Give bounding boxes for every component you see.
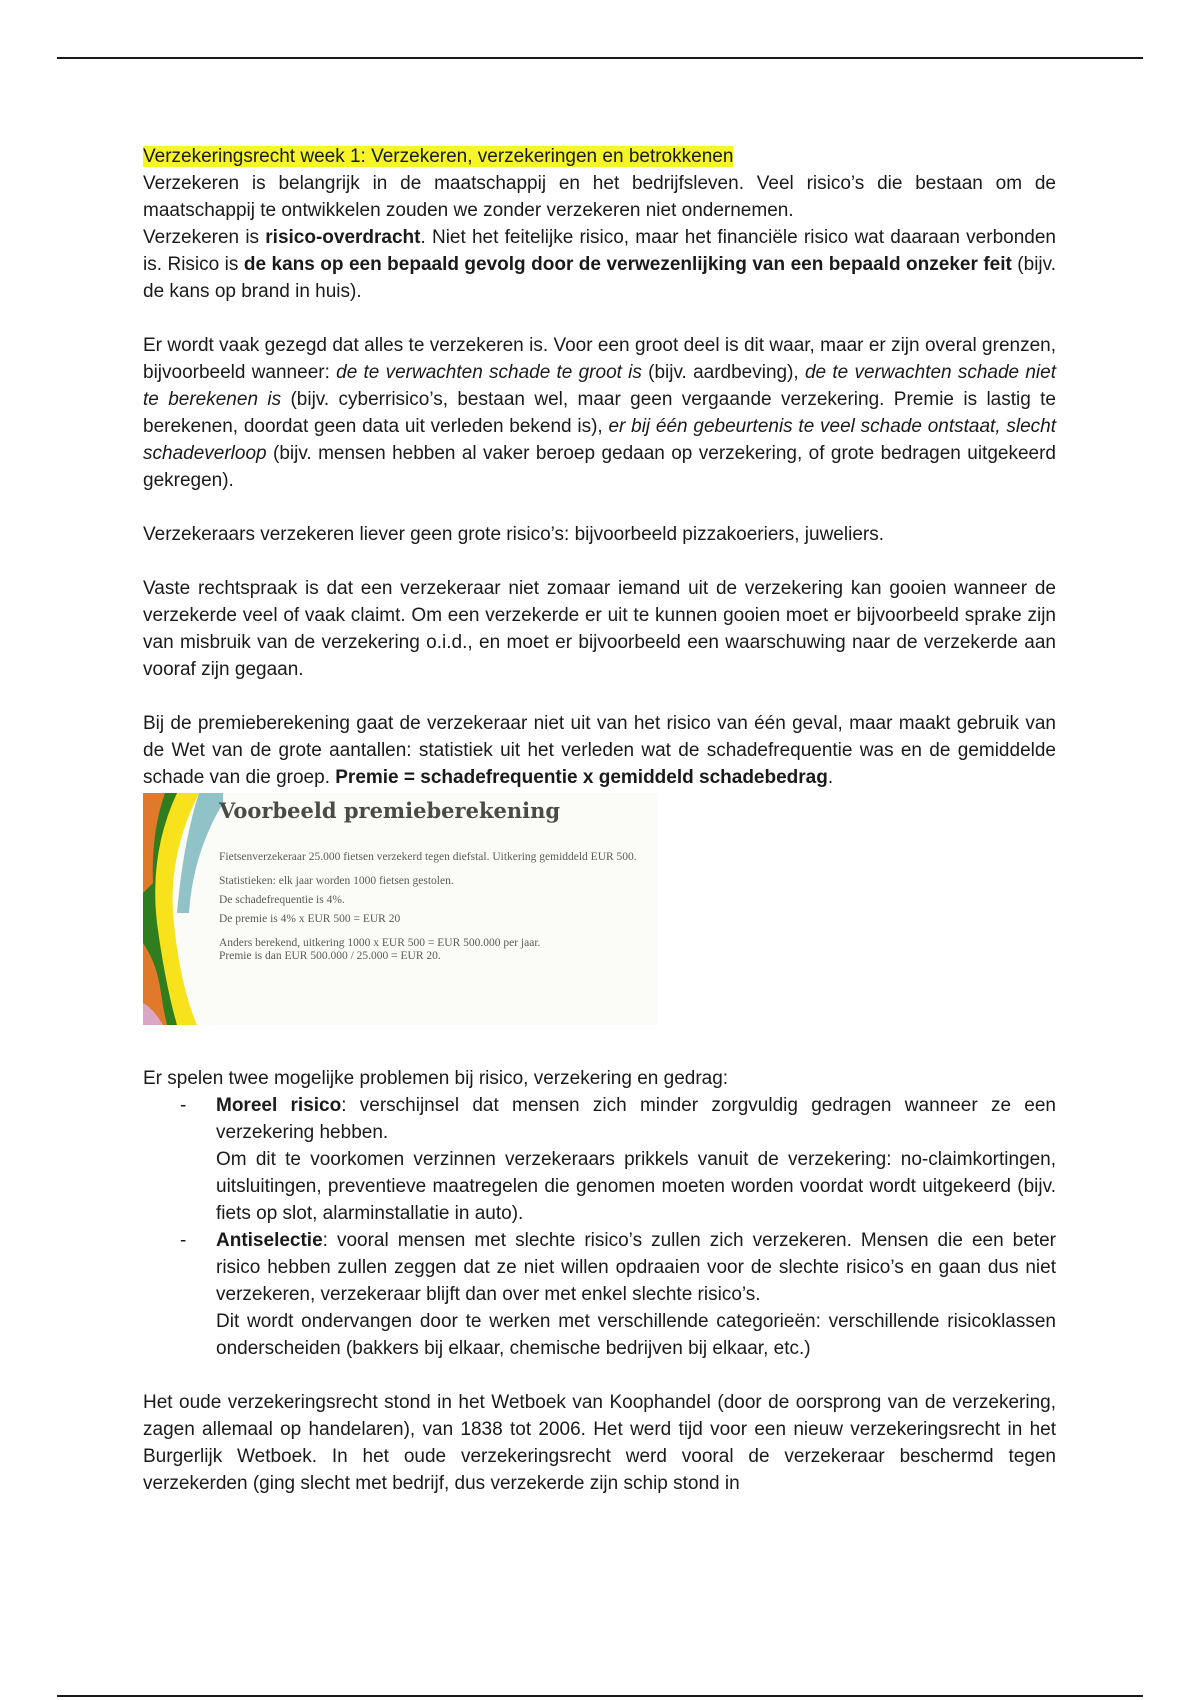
problems-list [143,1092,1056,1362]
list-item: - Antiselectie: vooral mensen met slechte risico’s zullen zich verzekeren. Mensen die een beter risico hebben zullen zeggen dat ze niet willen opdraaien voor de slechte risico’s en gaan dus niet verzekeren, verzekeraar blijft dan over met enkel slechte risico’s. Dit wordt ondervangen door te werken met verschillende categorieën: verschillende risicoklassen onderscheiden (bakkers bij elkaar, chemische bedrijven bij elkaar, etc.) [216,1227,1056,1362]
list-item: - Moreel risico: verschijnsel dat mensen zich minder zorgvuldig gedragen wanneer ze een verzekering hebben. Om dit te voorkomen verzinnen verzekeraars prikkels vanuit de verzekering: no-claimkortingen, uitsluitingen, preventieve maatregelen die genomen moeten worden voordat wordt uitgekeerd (bijv. fiets op slot, alarminstallatie in auto). [216,1092,1056,1227]
term-antiselectie: Antiselectie [216,1230,323,1251]
paragraph-limits: Er wordt vaak gezegd dat alles te verzekeren is. Voor een groot deel is dit waar, maar er zijn overal grenzen, bijvoorbeeld wanneer: de te verwachten schade te groot is (bijv. aardbeving), de te verwachten schade niet te berekenen is (bijv. cyberrisico’s, bestaan wel, maar geen vergaande verzekering. Premie is lastig te berekenen, doordat geen data uit verleden bekend is), er bij één gebeurtenis te veel schade ontstaat, slecht schadeverloop (bijv. mensen hebben al vaker beroep gedaan op verzekering, of grote bedragen uitgekeerd gekregen). [143,335,1057,491]
example-slide-image [143,793,658,1025]
slide-line: Anders berekend, uitkering 1000 x EUR 500 = EUR 500.000 per jaar. [219,937,541,949]
document-title [143,143,1056,170]
definition-risico: de kans op een bepaald gevolg door de verwezenlijking van een bepaald onzeker feit [243,254,1012,275]
slide-line: De premie is 4% x EUR 500 = EUR 20 [219,913,401,925]
paragraph-history: Het oude verzekeringsrecht stond in het Wetboek van Koophandel (door de oorsprong van de verzekering, zagen allemaal op handelaren), van 1838 tot 2006. Het werd tijd voor een nieuw verzekeringsrecht in het Burgerlijk Wetboek. In het oude verzekeringsrecht werd vooral de verzekeraar beschermd tegen verzekerden (ging slecht met bedrijf, dus verzekerde zijn schip stond in [143,1392,1056,1494]
slide-decoration-graphic [143,793,223,1025]
term-moreel-risico: Moreel risico [216,1095,342,1116]
slide-line: Fietsenverzekeraar 25.000 fietsen verzekerd tegen diefstal. Uitkering gemiddeld EUR 500. [219,851,637,863]
slide-line: Statistieken: elk jaar worden 1000 fietsen gestolen. [219,875,454,887]
paragraph-large-risks: Verzekeraars verzekeren liever geen grote risico’s: bijvoorbeeld pizzakoeriers, juweliers. [143,524,884,545]
highlighted-title: Verzekeringsrecht week 1: Verzekeren, verzekeringen en betrokkenen [143,146,734,167]
slide-line: Premie is dan EUR 500.000 / 25.000 = EUR 20. [219,950,441,962]
paragraph-risk-transfer: Verzekeren is risico-overdracht. Niet het feitelijke risico, maar het financiële risico wat daaraan verbonden is. Risico is de kans op een bepaald gevolg door de verwezenlijking van een bepaald onzeker feit (bijv. de kans op brand in huis). [143,227,1057,302]
header-rule [57,57,1143,59]
paragraph-intro: Verzekeren is belangrijk in de maatschappij en het bedrijfsleven. Veel risico’s die bestaan om de maatschappij te ontwikkelen zouden we zonder verzekeren niet ondernemen. [143,173,1056,221]
paragraph-case-law: Vaste rechtspraak is dat een verzekeraar niet zomaar iemand uit de verzekering kan gooien wanneer de verzekerde veel of vaak claimt. Om een verzekerde er uit te kunnen gooien moet er bijvoorbeeld sprake zijn van misbruik van de verzekering o.i.d., en moet er bijvoorbeeld een waarschuwing naar de verzekerde aan vooraf zijn gegaan. [143,578,1056,680]
slide-line: De schadefrequentie is 4%. [219,894,345,906]
document-body [143,143,1056,1497]
paragraph-premium-calc: Bij de premieberekening gaat de verzekeraar niet uit van het risico van één geval, maar maakt gebruik van de Wet van de grote aantallen: statistiek uit het verleden wat de schadefrequentie was en de gemiddelde schade van die groep. Premie = schadefrequentie x gemiddeld schadebedrag. [143,713,1056,788]
slide-body [219,851,649,963]
paragraph-problems-intro: Er spelen twee mogelijke problemen bij risico, verzekering en gedrag: [143,1068,729,1089]
footer-rule [57,1695,1143,1697]
term-risico-overdracht: risico-overdracht [265,227,421,248]
slide-title: Voorbeeld premieberekening [219,798,561,823]
list-item-detail: Dit wordt ondervangen door te werken met verschillende categorieën: verschillende risicoklassen onderscheiden (bakkers bij elkaar, chemische bedrijven bij elkaar, etc.) [216,1311,1056,1359]
list-item-detail: Om dit te voorkomen verzinnen verzekeraars prikkels vanuit de verzekering: no-claimkortingen, uitsluitingen, preventieve maatregelen die genomen moeten worden voordat wordt uitgekeerd (bijv. fiets op slot, alarminstallatie in auto). [216,1149,1056,1224]
premium-formula: Premie = schadefrequentie x gemiddeld schadebedrag [335,767,828,788]
